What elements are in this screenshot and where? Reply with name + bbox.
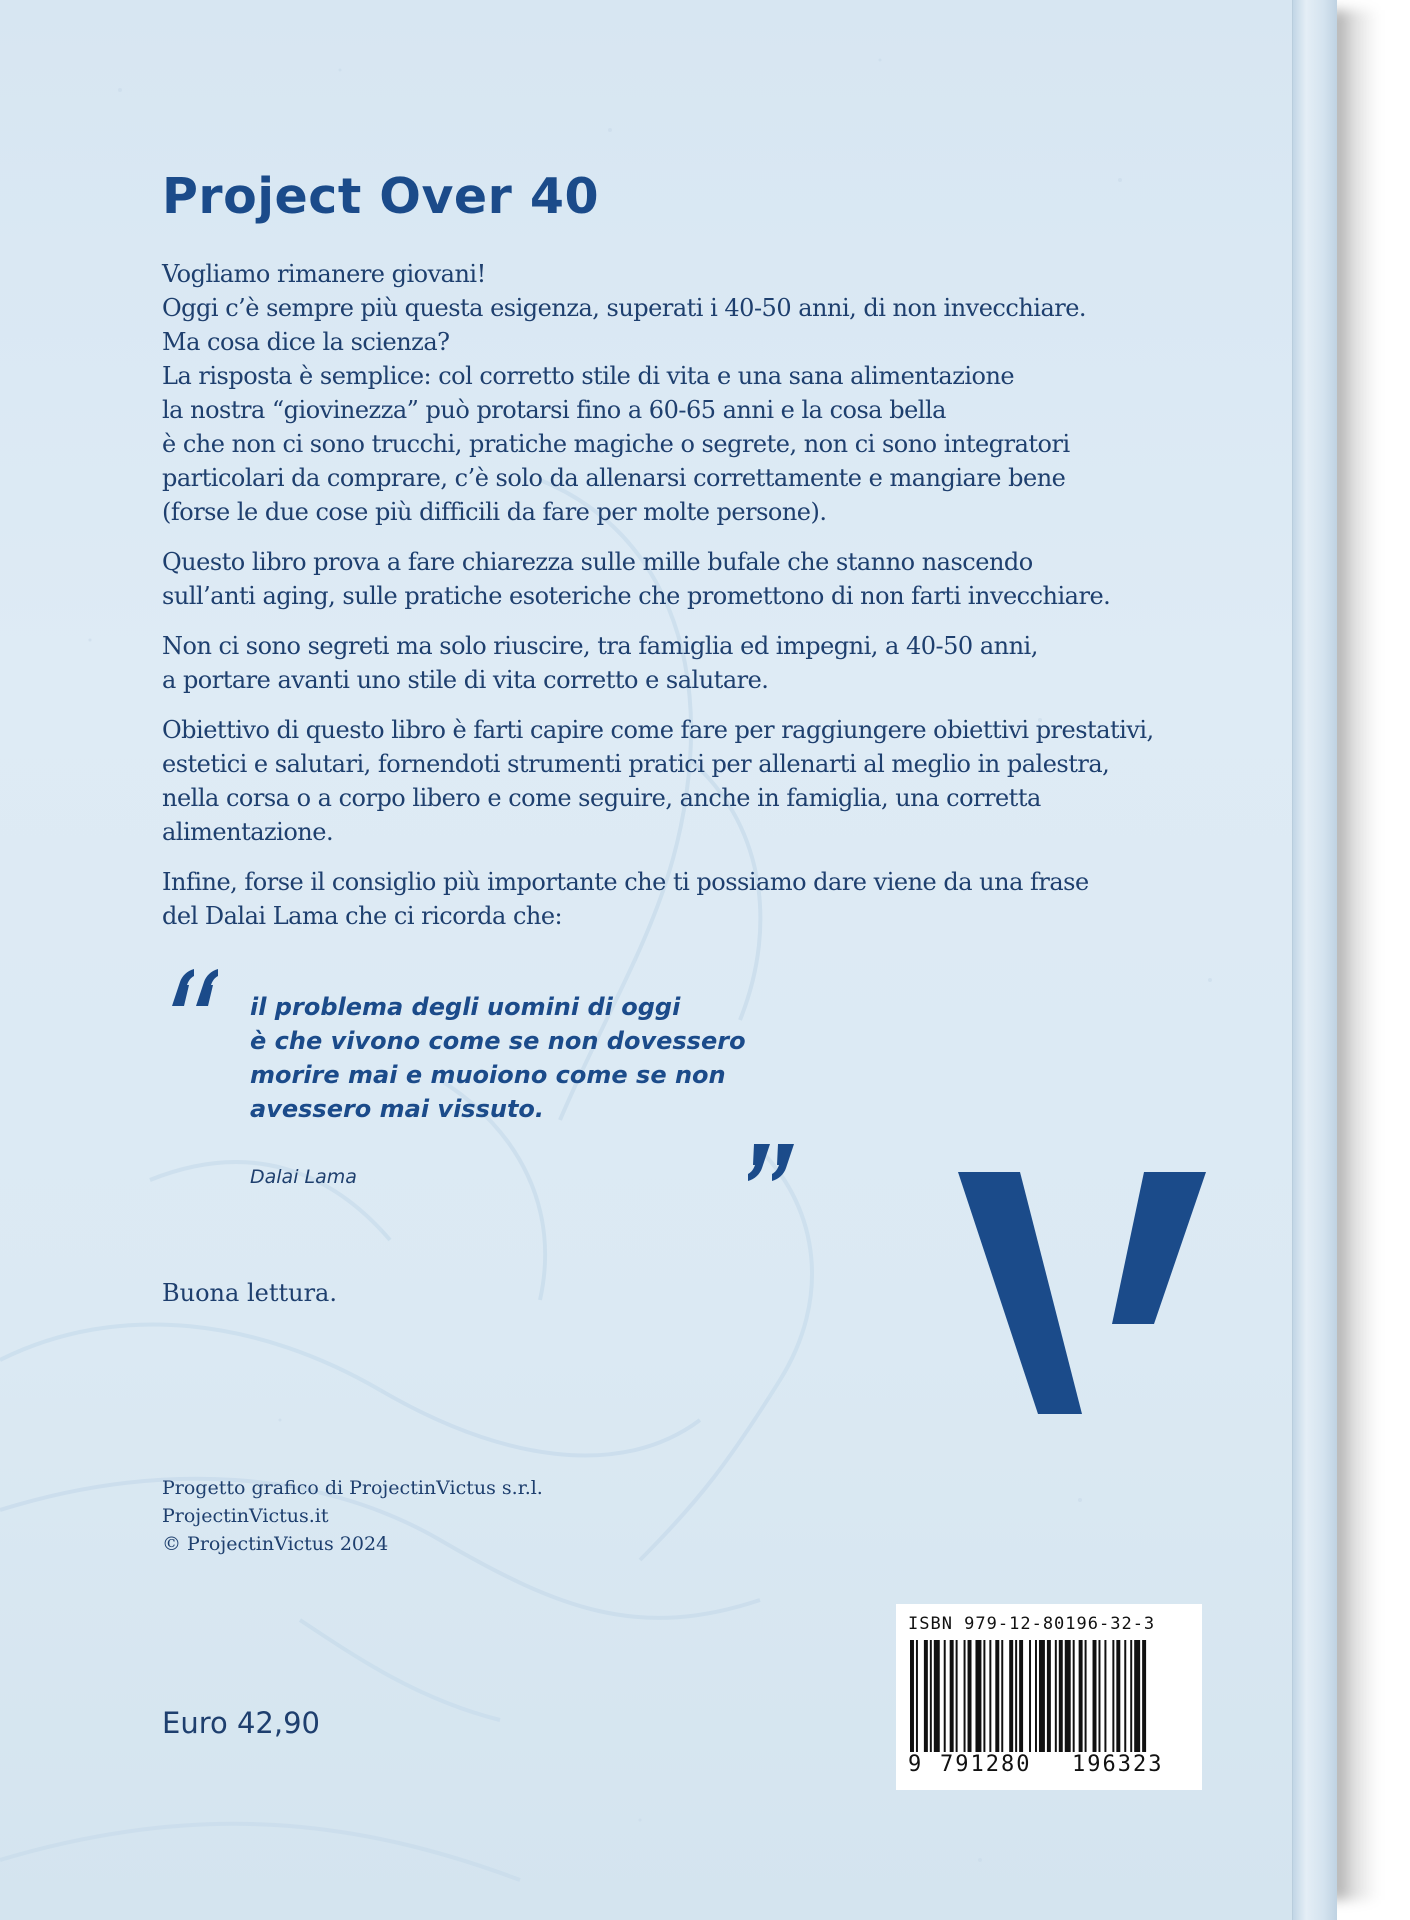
text-line: Infine, forse il consiglio più importante che ti possiamo dare viene da una frase [162, 868, 1089, 896]
barcode-bar [1001, 1640, 1003, 1752]
barcode-bar [1029, 1640, 1031, 1752]
barcode-bar [1142, 1640, 1146, 1752]
barcode-bar [968, 1640, 972, 1752]
barcode-bar [1047, 1640, 1051, 1752]
barcode-bar [989, 1640, 991, 1752]
text-line: (forse le due cose più difficili da fare per molte persone). [162, 498, 827, 526]
quote-text [250, 990, 810, 1126]
barcode-bar [944, 1640, 946, 1752]
barcode-bar [964, 1640, 966, 1752]
text-line: sull’anti aging, sulle pratiche esoteriche che promettono di non farti invecchiare. [162, 582, 1111, 610]
barcode-bar [975, 1640, 981, 1752]
v-logo-icon [958, 1172, 1206, 1414]
barcode-bar [1065, 1640, 1071, 1752]
blurb-paragraph-4 [162, 713, 1172, 849]
credits-website: ProjectinVictus.it [162, 1505, 329, 1527]
blurb-paragraph-5 [162, 865, 1172, 933]
barcode-bar [1009, 1640, 1013, 1752]
quote-line: è che vivono come se non dovessero [250, 1027, 746, 1055]
quote-author: Dalai Lama [250, 1166, 357, 1188]
barcode-bar [1093, 1640, 1097, 1752]
barcode-bar [956, 1640, 958, 1752]
barcode-bar [1015, 1640, 1017, 1752]
text-line: Ma cosa dice la scienza? [162, 328, 450, 356]
isbn-label: ISBN 979-12-80196-32-3 [908, 1614, 1156, 1634]
barcode-bar [1098, 1640, 1100, 1752]
quote-line: avessero mai vissuto. [250, 1095, 545, 1123]
text-line: La risposta è semplice: col corretto stile di vita e una sana alimentazione [162, 362, 1015, 390]
barcode-bar [934, 1640, 940, 1752]
isbn-barcode [896, 1604, 1202, 1790]
barcode-bar [1130, 1640, 1132, 1752]
barcode-bar [910, 1640, 914, 1752]
blurb-paragraph-1 [162, 257, 1172, 529]
text-line: Questo libro prova a fare chiarezza sulle mille bufale che stanno nascendo [162, 548, 1033, 576]
quote-close-icon [746, 1144, 802, 1182]
ean-first-digit: 9 [908, 1752, 922, 1777]
barcode-bar [1079, 1640, 1083, 1752]
barcode-bar [983, 1640, 985, 1752]
closing-line: Buona lettura. [162, 1279, 337, 1307]
text-line: del Dalai Lama che ci ricorda che: [162, 902, 563, 930]
text-line: Oggi c’è sempre più questa esigenza, superati i 40-50 anni, di non invecchiare. [162, 294, 1087, 322]
book-shadow [1330, 10, 1378, 1900]
quote-line: il problema degli uomini di oggi [250, 993, 681, 1021]
credits [162, 1474, 543, 1558]
pull-quote [162, 968, 822, 1198]
barcode-bar [1112, 1640, 1114, 1752]
barcode-bars [904, 1640, 1196, 1752]
barcode-bar [930, 1640, 932, 1752]
barcode-bar [1035, 1640, 1037, 1752]
price-label: Euro 42,90 [162, 1706, 320, 1740]
book-spine-edge [1292, 0, 1337, 1920]
barcode-bar [995, 1640, 999, 1752]
credits-designer: Progetto grafico di ProjectinVictus s.r.l. [162, 1477, 543, 1499]
barcode-bar [916, 1640, 918, 1752]
text-line: è che non ci sono trucchi, pratiche magiche o segrete, non ci sono integratori [162, 430, 1070, 458]
credits-copyright: © ProjectinVictus 2024 [162, 1533, 389, 1555]
quote-line: morire mai e muoiono come se non [250, 1061, 726, 1089]
barcode-bar [1039, 1640, 1045, 1752]
blurb-text [162, 257, 1172, 949]
text-line: Vogliamo rimanere giovani! [162, 260, 486, 288]
blurb-paragraph-3 [162, 629, 1172, 697]
text-line: Obiettivo di questo libro è farti capire come fare per raggiungere obiettivi prestativi, [162, 716, 1154, 744]
text-line: nella corsa o a corpo libero e come seguire, anche in famiglia, una corretta [162, 784, 1041, 812]
ean-group-right: 196323 [1072, 1752, 1164, 1777]
book-title: Project Over 40 [162, 168, 600, 225]
barcode-bar [924, 1640, 928, 1752]
text-line: Non ci sono segreti ma solo riuscire, tra famiglia ed impegni, a 40-50 anni, [162, 632, 1038, 660]
text-line: la nostra “giovinezza” può protarsi fino a 60-65 anni e la cosa bella [162, 396, 946, 424]
ean-digits [904, 1750, 1196, 1780]
barcode-bar [1019, 1640, 1023, 1752]
quote-open-icon [162, 968, 220, 1006]
text-line: a portare avanti uno stile di vita corretto e salutare. [162, 666, 769, 694]
barcode-bar [1134, 1640, 1140, 1752]
barcode-bar [1055, 1640, 1057, 1752]
barcode-bar [1073, 1640, 1075, 1752]
barcode-bar [1059, 1640, 1063, 1752]
barcode-bar [1124, 1640, 1126, 1752]
barcode-bar [1116, 1640, 1120, 1752]
text-line: particolari da comprare, c’è solo da allenarsi correttamente e mangiare bene [162, 464, 1066, 492]
text-line: alimentazione. [162, 818, 334, 846]
barcode-bar [950, 1640, 954, 1752]
ean-group-left: 791280 [940, 1752, 1032, 1777]
text-line: estetici e salutari, fornendoti strumenti pratici per allenarti al meglio in palestra, [162, 750, 1110, 778]
blurb-paragraph-2 [162, 545, 1172, 613]
barcode-bar [1104, 1640, 1106, 1752]
barcode-bar [1085, 1640, 1087, 1752]
